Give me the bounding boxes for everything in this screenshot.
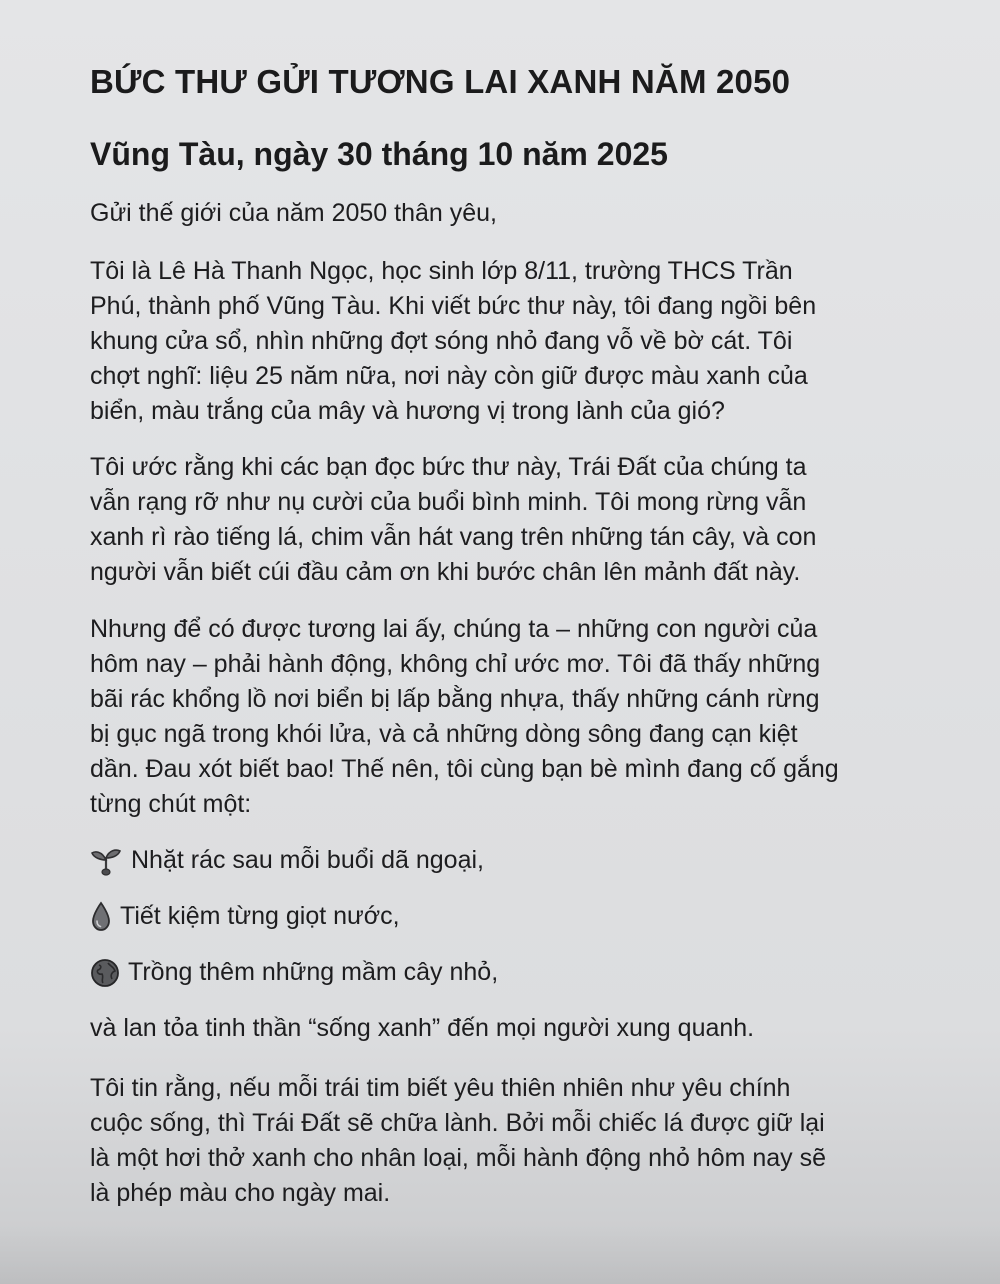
bullet-text: Trồng thêm những mầm cây nhỏ, xyxy=(128,958,499,986)
bullet-text: Tiết kiệm từng giọt nước, xyxy=(120,902,400,930)
paragraph-line: từng chút một: xyxy=(90,790,252,818)
bullet-text: Nhặt rác sau mỗi buổi dã ngoại, xyxy=(131,846,484,874)
paragraph-action xyxy=(90,612,900,822)
paragraph-line: biển, màu trắng của mây và hương vị trong lành của gió? xyxy=(90,397,725,425)
letter-date: Vũng Tàu, ngày 30 tháng 10 năm 2025 xyxy=(90,136,668,172)
droplet-icon xyxy=(90,901,112,933)
letter-greeting: Gửi thế giới của năm 2050 thân yêu, xyxy=(90,199,497,227)
paragraph-line: xanh rì rào tiếng lá, chim vẫn hát vang trên những tán cây, và con xyxy=(90,523,817,551)
paragraph-line: bị gục ngã trong khói lửa, và cả những dòng sông đang cạn kiệt xyxy=(90,720,798,748)
paragraph-line: Tôi ước rằng khi các bạn đọc bức thư này, Trái Đất của chúng ta xyxy=(90,453,807,481)
closing-line: và lan tỏa tinh thần “sống xanh” đến mọi người xung quanh. xyxy=(90,1014,755,1042)
paragraph-line: cuộc sống, thì Trái Đất sẽ chữa lành. Bởi mỗi chiếc lá được giữ lại xyxy=(90,1109,825,1137)
paragraph-line: là phép màu cho ngày mai. xyxy=(90,1179,391,1207)
paragraph-line: Tôi là Lê Hà Thanh Ngọc, học sinh lớp 8/11, trường THCS Trần xyxy=(90,257,793,285)
paragraph-wish xyxy=(90,450,900,590)
paragraph-line: chợt nghĩ: liệu 25 năm nữa, nơi này còn giữ được màu xanh của xyxy=(90,362,808,390)
letter-body xyxy=(90,62,900,1211)
paragraph-line: Nhưng để có được tương lai ấy, chúng ta – những con người của xyxy=(90,615,818,643)
paragraph-line: là một hơi thở xanh cho nhân loại, mỗi hành động nhỏ hôm nay sẽ xyxy=(90,1144,827,1172)
paragraph-line: vẫn rạng rỡ như nụ cười của buổi bình minh. Tôi mong rừng vẫn xyxy=(90,488,807,516)
paragraph-hope xyxy=(90,1071,900,1211)
letter-title: BỨC THƯ GỬI TƯƠNG LAI XANH NĂM 2050 xyxy=(90,63,791,100)
paragraph-intro xyxy=(90,254,900,429)
paragraph-line: khung cửa sổ, nhìn những đợt sóng nhỏ đang vỗ về bờ cát. Tôi xyxy=(90,327,793,355)
paragraph-line: hôm nay – phải hành động, không chỉ ước mơ. Tôi đã thấy những xyxy=(90,650,821,678)
paragraph-line: dần. Đau xót biết bao! Thế nên, tôi cùng bạn bè mình đang cố gắng xyxy=(90,755,839,783)
bullet-item xyxy=(90,955,900,990)
paragraph-line: Phú, thành phố Vũng Tàu. Khi viết bức thư này, tôi đang ngồi bên xyxy=(90,292,817,320)
bullet-item xyxy=(90,843,900,878)
seedling-icon xyxy=(90,845,122,877)
globe-icon xyxy=(90,957,120,989)
paragraph-line: bãi rác khổng lồ nơi biển bị lấp bằng nhựa, thấy những cánh rừng xyxy=(90,685,820,713)
bullet-item xyxy=(90,899,900,934)
paragraph-line: người vẫn biết cúi đầu cảm ơn khi bước chân lên mảnh đất này. xyxy=(90,558,801,586)
paragraph-line: Tôi tin rằng, nếu mỗi trái tim biết yêu thiên nhiên như yêu chính xyxy=(90,1074,791,1102)
